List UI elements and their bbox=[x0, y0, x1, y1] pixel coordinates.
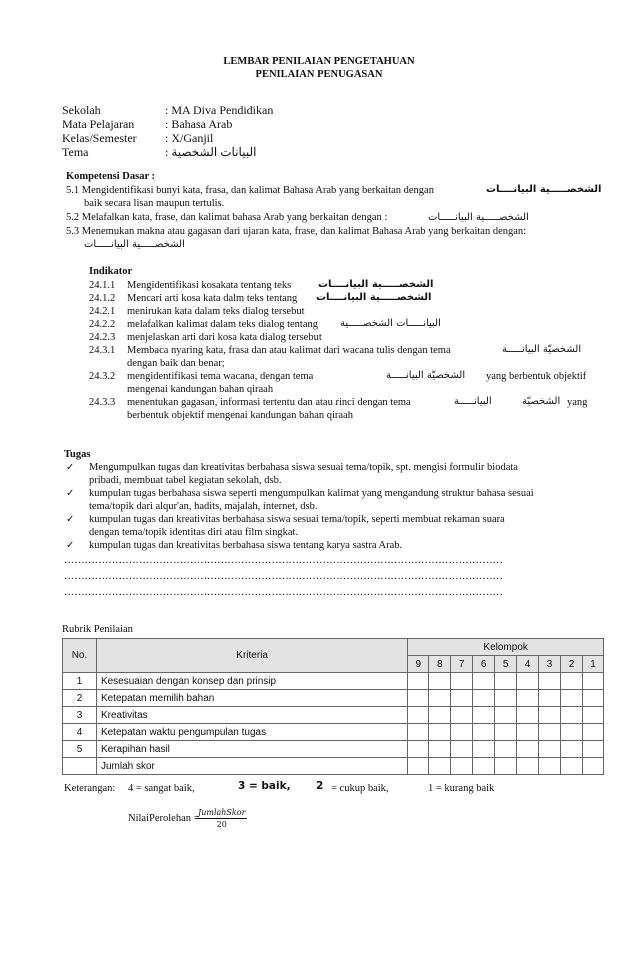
kd-5-2-arabic: الشخصـــــية البيانـــــات bbox=[428, 212, 529, 223]
indikator-num: 24.1.1 bbox=[89, 280, 116, 291]
score-cell[interactable] bbox=[582, 758, 603, 775]
kelompok-num: 1 bbox=[582, 656, 603, 673]
doc-title-line2: PENILAIAN PENUGASAN bbox=[255, 69, 383, 80]
row-kriteria: Kreativitas bbox=[96, 707, 407, 724]
score-cell[interactable] bbox=[582, 690, 603, 707]
row-no: 5 bbox=[63, 741, 97, 758]
indikator-cont: mengenai kandungan bahan qiraah bbox=[127, 384, 274, 395]
indikator-arabic: الشخصيّة البيانـــــة bbox=[502, 344, 582, 355]
indikator-text: Mencari arti kosa kata dalm teks tentang bbox=[127, 293, 298, 304]
indikator-num: 24.2.1 bbox=[89, 306, 116, 317]
score-cell[interactable] bbox=[495, 741, 517, 758]
row-no: 4 bbox=[63, 724, 97, 741]
info-label-kelas: Kelas/Semester bbox=[62, 131, 137, 145]
col-header-no: No. bbox=[63, 639, 97, 673]
indikator-num: 24.3.2 bbox=[89, 371, 116, 382]
indikator-text: mengidentifikasi tema wacana, dengan tema bbox=[127, 371, 314, 382]
indikator-arabic: الشخصـــــية البيانــــات bbox=[318, 279, 434, 290]
table-row bbox=[63, 690, 604, 707]
score-cell[interactable] bbox=[561, 724, 583, 741]
score-cell[interactable] bbox=[473, 724, 495, 741]
info-label-mapel: Mata Pelajaran bbox=[62, 117, 135, 131]
info-value-sekolah: : MA Diva Pendidikan bbox=[165, 103, 274, 117]
kd-5-1-text: 5.1 Mengidentifikasi bunyi kata, frasa, dan kalimat Bahasa Arab yang berkaitan dengan bbox=[66, 185, 434, 196]
score-cell[interactable] bbox=[408, 673, 429, 690]
kelompok-num: 3 bbox=[539, 656, 561, 673]
indikator-num: 24.2.2 bbox=[89, 319, 116, 330]
score-cell[interactable] bbox=[451, 673, 473, 690]
keterangan-3: 3 = baik, bbox=[238, 780, 291, 792]
kelompok-num: 4 bbox=[517, 656, 539, 673]
score-cell[interactable] bbox=[539, 690, 561, 707]
nilai-denominator: 20 bbox=[216, 820, 227, 829]
col-header-kriteria: Kriteria bbox=[96, 639, 407, 673]
indikator-num: 24.3.3 bbox=[89, 397, 116, 408]
row-no: 3 bbox=[63, 707, 97, 724]
table-row bbox=[63, 724, 604, 741]
row-no: 1 bbox=[63, 673, 97, 690]
score-cell[interactable] bbox=[473, 758, 495, 775]
info-label-sekolah: Sekolah bbox=[62, 103, 101, 117]
indikator-text: melafalkan kalimat dalam teks dialog tentang bbox=[127, 319, 318, 330]
rubrik-label: Rubrik Penilaian bbox=[62, 624, 133, 635]
score-cell[interactable] bbox=[561, 673, 583, 690]
score-cell[interactable] bbox=[517, 690, 539, 707]
score-cell[interactable] bbox=[495, 673, 517, 690]
indikator-cont: berbentuk objektif mengenai kandungan bahan qiraah bbox=[127, 410, 353, 421]
score-cell[interactable] bbox=[517, 724, 539, 741]
score-cell[interactable] bbox=[429, 724, 451, 741]
score-cell[interactable] bbox=[539, 758, 561, 775]
dotted-line: ………………………………………………………………………………………………………………… bbox=[64, 571, 503, 582]
kd-5-3-arabic: الشخصـــــية البيانـــــات bbox=[84, 239, 185, 250]
keterangan-label: Keterangan: bbox=[64, 783, 116, 794]
indikator-arabic-2: الشخصيّة bbox=[522, 396, 561, 407]
row-kriteria: Jumlah skor bbox=[96, 758, 407, 775]
dotted-line: ………………………………………………………………………………………………………………… bbox=[64, 555, 503, 566]
info-label-tema: Tema bbox=[62, 145, 89, 159]
check-icon: ✓ bbox=[66, 488, 75, 499]
score-cell[interactable] bbox=[517, 741, 539, 758]
score-cell[interactable] bbox=[517, 707, 539, 724]
score-cell[interactable] bbox=[408, 758, 429, 775]
tugas-heading: Tugas bbox=[64, 449, 91, 460]
keterangan-2-num: 2 bbox=[316, 780, 324, 792]
score-cell[interactable] bbox=[473, 707, 495, 724]
score-cell[interactable] bbox=[451, 707, 473, 724]
kd-heading: Kompetensi Dasar : bbox=[66, 171, 156, 182]
score-cell[interactable] bbox=[517, 673, 539, 690]
score-cell[interactable] bbox=[517, 758, 539, 775]
row-kriteria: Ketepatan waktu pengumpulan tugas bbox=[96, 724, 407, 741]
kelompok-num: 9 bbox=[408, 656, 429, 673]
indikator-arabic: الشخصيّة البيانـــــة bbox=[386, 370, 466, 381]
score-cell[interactable] bbox=[561, 758, 583, 775]
nilai-label: NilaiPerolehan = bbox=[128, 813, 200, 824]
score-cell[interactable] bbox=[429, 707, 451, 724]
keterangan-2: = cukup baik, bbox=[331, 783, 389, 794]
table-row bbox=[63, 758, 604, 775]
indikator-num: 24.1.2 bbox=[89, 293, 116, 304]
score-cell[interactable] bbox=[451, 724, 473, 741]
indikator-arabic: الشخصـــــية البيانــــات bbox=[316, 292, 432, 303]
tugas-item-cont: pribadi, membuat tabel kegiatan sekolah, dsb. bbox=[89, 475, 282, 486]
score-cell[interactable] bbox=[429, 741, 451, 758]
score-cell[interactable] bbox=[539, 707, 561, 724]
tugas-item-cont: dengan tema/topik identitas diri atau film singkat. bbox=[89, 527, 299, 538]
score-cell[interactable] bbox=[451, 741, 473, 758]
score-cell[interactable] bbox=[495, 758, 517, 775]
tugas-item-cont: tema/topik dari alqur'an, hadits, majalah, internet, dsb. bbox=[89, 501, 318, 512]
score-cell[interactable] bbox=[539, 673, 561, 690]
indikator-text: menentukan gagasan, informasi tertentu dan atau rinci dengan tema bbox=[127, 397, 411, 408]
indikator-arabic: البيانـــــات الشخصـــــية bbox=[340, 318, 441, 329]
tugas-item: kumpulan tugas dan kreativitas berbahasa siswa sesuai tema/topik, seperti membuat rekaman suara bbox=[89, 514, 505, 525]
indikator-text: Membaca nyaring kata, frasa dan atau kalimat dari wacana tulis dengan tema bbox=[127, 345, 451, 356]
score-cell[interactable] bbox=[408, 690, 429, 707]
row-kriteria: Ketepatan memilih bahan bbox=[96, 690, 407, 707]
check-icon: ✓ bbox=[66, 462, 75, 473]
score-cell[interactable] bbox=[429, 673, 451, 690]
score-cell[interactable] bbox=[408, 707, 429, 724]
score-cell[interactable] bbox=[495, 690, 517, 707]
row-no bbox=[63, 758, 97, 775]
score-cell[interactable] bbox=[429, 690, 451, 707]
indikator-num: 24.3.1 bbox=[89, 345, 116, 356]
score-cell[interactable] bbox=[582, 707, 603, 724]
info-value-kelas: : X/Ganjil bbox=[165, 131, 214, 145]
score-cell[interactable] bbox=[451, 758, 473, 775]
score-cell[interactable] bbox=[495, 707, 517, 724]
score-cell[interactable] bbox=[582, 673, 603, 690]
kd-5-2-text: 5.2 Melafalkan kata, frase, dan kalimat bahasa Arab yang berkaitan dengan : bbox=[66, 212, 388, 223]
score-cell[interactable] bbox=[429, 758, 451, 775]
score-cell[interactable] bbox=[539, 724, 561, 741]
score-cell[interactable] bbox=[473, 690, 495, 707]
indikator-heading: Indikator bbox=[89, 266, 133, 277]
score-cell[interactable] bbox=[582, 741, 603, 758]
tugas-item: kumpulan tugas dan kreativitas berbahasa siswa tentang karya sastra Arab. bbox=[89, 540, 403, 551]
score-cell[interactable] bbox=[561, 690, 583, 707]
table-row bbox=[63, 741, 604, 758]
kelompok-num: 8 bbox=[429, 656, 451, 673]
indikator-text: Mengidentifikasi kosakata tentang teks bbox=[127, 280, 292, 291]
indikator-tail: yang berbentuk objektif bbox=[486, 371, 587, 382]
tugas-item: kumpulan tugas berbahasa siswa seperti mengumpulkan kalimat yang mengandung struktur bahasa sesuai bbox=[89, 488, 534, 499]
col-header-kelompok: Kelompok bbox=[408, 639, 604, 656]
doc-title-line1: LEMBAR PENILAIAN PENGETAHUAN bbox=[223, 56, 415, 67]
score-cell[interactable] bbox=[539, 741, 561, 758]
keterangan-4: 4 = sangat baik, bbox=[128, 783, 195, 794]
score-cell[interactable] bbox=[473, 673, 495, 690]
score-cell[interactable] bbox=[561, 741, 583, 758]
row-kriteria: Kesesuaian dengan konsep dan prinsip bbox=[96, 673, 407, 690]
table-row bbox=[63, 673, 604, 690]
kd-5-3-text: 5.3 Menemukan makna atau gagasan dari ujaran kata, frase, dan kalimat Bahasa Arab yang berkaitan dengan: bbox=[66, 226, 527, 237]
score-cell[interactable] bbox=[451, 690, 473, 707]
table-row bbox=[63, 707, 604, 724]
nilai-formula bbox=[196, 808, 247, 829]
kd-5-1-arabic: الشخصـــــية البيانــــات bbox=[486, 184, 602, 195]
kelompok-num: 5 bbox=[495, 656, 517, 673]
kelompok-num: 6 bbox=[473, 656, 495, 673]
indikator-arabic: البيانـــــة bbox=[454, 396, 492, 407]
kelompok-num: 7 bbox=[451, 656, 473, 673]
score-cell[interactable] bbox=[408, 741, 429, 758]
score-cell[interactable] bbox=[582, 724, 603, 741]
row-no: 2 bbox=[63, 690, 97, 707]
keterangan-1: 1 = kurang baik bbox=[428, 783, 495, 794]
row-kriteria: Kerapihan hasil bbox=[96, 741, 407, 758]
score-cell[interactable] bbox=[408, 724, 429, 741]
indikator-text: menirukan kata dalam teks dialog tersebut bbox=[127, 306, 305, 317]
kd-5-1-cont: baik secara lisan maupun tertulis. bbox=[84, 198, 225, 209]
indikator-num: 24.2.3 bbox=[89, 332, 116, 343]
score-cell[interactable] bbox=[495, 724, 517, 741]
kelompok-num: 2 bbox=[561, 656, 583, 673]
score-cell[interactable] bbox=[473, 741, 495, 758]
check-icon: ✓ bbox=[66, 514, 75, 525]
info-value-mapel: : Bahasa Arab bbox=[165, 117, 233, 131]
dotted-line: ………………………………………………………………………………………………………………… bbox=[64, 587, 503, 598]
indikator-cont: dengan baik dan benar; bbox=[127, 358, 225, 369]
score-cell[interactable] bbox=[561, 707, 583, 724]
nilai-numerator: JumlahSkor bbox=[198, 808, 246, 817]
tugas-item: Mengumpulkan tugas dan kreativitas berbahasa siswa sesuai tema/topik, spt. mengisi formulir biodata bbox=[89, 462, 518, 473]
indikator-text: menjelaskan arti dari kosa kata dialog tersebut bbox=[127, 332, 322, 343]
info-value-tema: : البيانات الشخصية bbox=[165, 145, 257, 159]
check-icon: ✓ bbox=[66, 540, 75, 551]
indikator-tail: yang bbox=[567, 397, 588, 408]
rubric-table bbox=[62, 638, 604, 775]
